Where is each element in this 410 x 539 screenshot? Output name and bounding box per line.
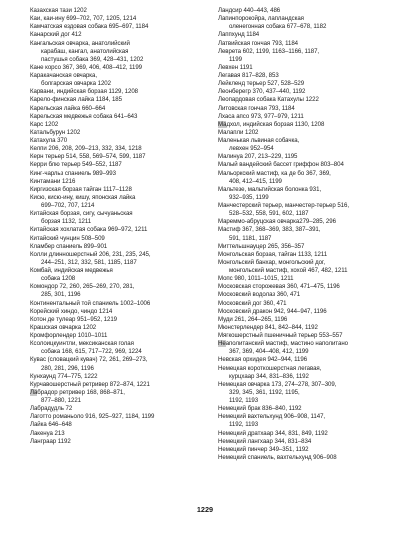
index-entry: Миттельшнауцер 265, 356–357 (218, 242, 305, 250)
index-entry: Кисю, кисю-ину, кишу, японская лайка (30, 193, 136, 201)
index-entry: Литовская гончая 793, 1184 (218, 104, 295, 112)
index-entry: Карс 1202 (30, 120, 59, 128)
index-entry-continuation: пастушья собака 369, 428–431, 1202 (41, 55, 144, 63)
index-entry: Лаготто романьоло 916, 925–927, 1184, 1199 (30, 413, 155, 421)
index-entry: Левхен 1191 (218, 63, 253, 71)
index-entry: Китайская борзая, сигу, сычуаньская (30, 210, 133, 218)
index-entry: Комбай, индийская медвежья (30, 267, 113, 274)
index-entry: Московский дог 360, 471 (218, 299, 287, 307)
index-entry: Московский водолаз 360, 471 (218, 291, 301, 299)
index-entry: Карвани, индийская борзая 1129, 1208 (30, 88, 139, 96)
index-entry: Монгольский банхар, монгольский дог, (218, 258, 325, 266)
index-entry: Лабрадор ретривер 168, 868–871, (30, 388, 125, 396)
index-entry: Мастиф 367, 368–369, 383, 387–391, (218, 226, 321, 234)
index-entry: Каи, каи-ину 699–702, 707, 1205, 1214 (30, 15, 137, 23)
index-entry: Карело-финская лайка 1184, 185 (30, 96, 122, 104)
index-entry-continuation: 877–880, 1221 (41, 397, 82, 404)
index-entry-continuation: 408, 412–415, 1199 (229, 177, 282, 185)
index-entry: Комондор 72, 260, 265–269, 270, 281, (30, 283, 135, 291)
index-entry: Немецкий пинчер 349–351, 1192 (218, 445, 309, 453)
index-entry: Корейский хиндо, чиндо 1214 (30, 307, 113, 315)
index-entry-continuation: 280, 281, 296, 1196 (41, 364, 94, 372)
index-entry: Невская орхидея 942–944, 1196 (218, 356, 308, 364)
index-entry: Малый вандейский бассет гриффон 803–804 (218, 161, 344, 169)
index-entry: Леонберегр 370, 437–440, 1192 (218, 88, 306, 96)
index-entry: Кламбер спаниель 899–901 (30, 242, 108, 250)
index-column-right (218, 7, 400, 462)
index-entry: Котон де тулеар 951–952, 1219 (30, 315, 118, 323)
index-entry: Немецкий вахтельхунд 906–908, 1147, (218, 413, 326, 421)
index-entry: Курчавошерстный ретривер 872–874, 1221 (30, 380, 150, 388)
index-entry: Кинг-чарльз спаниель 989–993 (30, 169, 116, 177)
index-entry: Китайский чунцин 508–509 (30, 234, 105, 242)
index-entry-continuation: монгольский мастиф, хохой 467, 482, 1211 (229, 267, 348, 274)
index-entry: Немецкий брак 836–840, 1192 (218, 405, 302, 413)
index-entry: Камчатская ездовая собака 695–697, 1184 (30, 23, 149, 31)
index-entry-continuation: 1192, 1193 (229, 421, 259, 429)
index-entry: Континентальный той спаниель 1002–1006 (30, 299, 151, 307)
index-entry-continuation: собака 1208 (41, 275, 76, 283)
index-entry: Каракачанская овчарка, (30, 72, 98, 79)
index-entry: Немецкий дратхаар 344, 831, 849, 1192 (218, 429, 328, 437)
index-entry: Монгольская борзая, тайган 1133, 1211 (218, 250, 328, 258)
index-entry: Кинтамани 1216 (30, 177, 76, 185)
index-entry: Лхаса апсо 973, 977–979, 1211 (218, 112, 304, 120)
index-column-left (30, 7, 210, 446)
index-entry: Муди 261, 264–265, 1196 (218, 315, 288, 323)
index-entry: Кангальская овчарка, анатолийский (30, 39, 130, 47)
index-entry-continuation: 932–935, 1199 (229, 193, 269, 201)
index-entry: Казахская тази 1202 (30, 7, 87, 14)
index-entry: Ландсир 440–443, 486 (218, 7, 281, 14)
index-entry: Маленькая львиная собачка, (218, 137, 300, 144)
page-number: 1229 (196, 505, 214, 514)
index-entry: Московская сторожевая 360, 471–475, 1196 (218, 283, 340, 291)
index-entry: Ксолоицкуинтли, мексиканская голая (30, 340, 134, 348)
index-entry: Мадхол, индийская борзая 1130, 1208 (218, 120, 325, 128)
index-entry: Лейкленд терьер 527, 528–529 (218, 80, 305, 88)
index-entry: Неаполитанский мастиф, мастино наполитано (218, 340, 348, 348)
index-entry: Керри блю терьер 549–552, 1187 (30, 161, 122, 169)
index-entry-continuation: борзая 1132, 1211 (41, 218, 92, 226)
index-entry-continuation: 244–251, 312, 332, 581, 1185, 1187 (41, 258, 137, 266)
index-entry-continuation: 699–702, 707, 1214 (41, 202, 95, 209)
index-entry-continuation: 285, 301, 1196 (41, 291, 81, 299)
index-entry: Мягкошерстный пшеничный терьер 553–557 (218, 332, 343, 339)
index-entry: Карельская медвежья собака 641–643 (30, 112, 138, 120)
index-entry: Леврета 602, 1199, 1163–1166, 1187, (218, 47, 320, 55)
index-entry-continuation: 1192, 1193 (229, 397, 259, 404)
index-entry: Мюнстерлендер 841, 842–844, 1192 (218, 323, 318, 331)
index-entry-continuation: собака 168, 615, 717–722, 969, 1224 (41, 348, 142, 356)
index-entry: Лакенуа 213 (30, 429, 65, 437)
index-entry: Мареммо-абруцская овчарка279–285, 296 (218, 218, 336, 226)
index-entry: Катахула 370 (30, 137, 68, 144)
index-entry: Китайская хохлатая собака 969–972, 1211 (30, 226, 148, 234)
index-entry-continuation: болгарская овчарка 1202 (41, 80, 111, 88)
index-entry-continuation: 528–532, 558, 591, 602, 1187 (229, 210, 309, 218)
index-entry-continuation: левхен 952–954 (229, 145, 274, 153)
index-entry-continuation: карабаш, кангал, анатолийская (41, 47, 129, 55)
index-entry-continuation: 591, 1181, 1187 (229, 234, 272, 242)
index-entry: Латвийская гончая 793, 1184 (218, 39, 299, 47)
index-entry: Немецкий спаниель, вахтельхунд 906–908 (218, 453, 337, 461)
index-entry: Немецкий лангхаар 344, 831–834 (218, 437, 312, 445)
highlight-mark: Не (218, 340, 226, 348)
index-entry: Малинуа 207, 213–229, 1195 (218, 153, 298, 161)
highlight-mark: Ла (30, 388, 38, 396)
index-entry: Лаппхунд 1184 (218, 31, 260, 39)
index-entry: Леопардовая собака Катахулы 1222 (218, 96, 319, 104)
index-entry: Легавая 817–828, 853 (218, 72, 279, 79)
index-entry: Келпи 206, 208, 209–213, 332, 334, 1218 (30, 145, 142, 153)
index-entry: Немецкая короткошерстная легавая, (218, 364, 322, 372)
index-entry: Манчестерский терьер, манчестер-терьер 516, (218, 202, 350, 209)
index-entry: Мальтезе, мальтийская болонка 931, (218, 185, 322, 193)
index-entry-continuation: 329, 345, 361, 1192, 1195, (229, 388, 300, 396)
index-entry: Колли длинношерстный 206, 231, 235, 245, (30, 250, 151, 258)
index-entry-continuation: оленегонная собака 677–678, 1182 (229, 23, 327, 31)
index-entry: Мопс 980, 1011–1015, 1211 (218, 275, 294, 283)
index-entry: Немецкая овчарка 173, 274–278, 307–309, (218, 380, 337, 388)
index-entry-continuation: 367, 369, 404–408, 412, 1199 (229, 348, 309, 356)
highlight-mark: Ма (218, 120, 227, 128)
index-entry-continuation: курцхаар 344, 831–836, 1192 (229, 372, 309, 380)
index-entry: Московский дракон 942, 944–947, 1196 (218, 307, 327, 315)
index-entry: Канарский дог 412 (30, 31, 82, 39)
index-entry-continuation: 1199 (229, 55, 242, 63)
index-entry: Кувас (словацкий кувач) 72, 261, 269–273, (30, 356, 148, 364)
index-entry: Кунхаунд 774–775, 1222 (30, 372, 98, 380)
index-entry: Карельская лайка 660–664 (30, 104, 106, 112)
index-entry: Керн терьер 514, 558, 569–574, 599, 1187 (30, 153, 146, 161)
index-entry: Кромфорлендер 1010–1011 (30, 332, 108, 339)
index-entry: Кане корсо 367, 369, 406, 408–412, 1199 (30, 63, 143, 71)
index-entry: Киргизская борзая тайган 1117–1128 (30, 185, 132, 193)
index-entry: Лайка 646–648 (30, 421, 72, 429)
index-entry: Крашская овчарка 1202 (30, 323, 97, 331)
index-entry: Малапли 1202 (218, 128, 259, 136)
index-entry: Ланграар 1192 (30, 437, 71, 445)
index-entry: Лабрадудль 72 (30, 405, 73, 413)
index-entry: Катальбурун 1202 (30, 128, 81, 136)
index-entry: Мальоркский мастиф, ка де бо 367, 369, (218, 169, 331, 177)
index-entry: Лапинпорокойра, лапландская (218, 15, 304, 23)
